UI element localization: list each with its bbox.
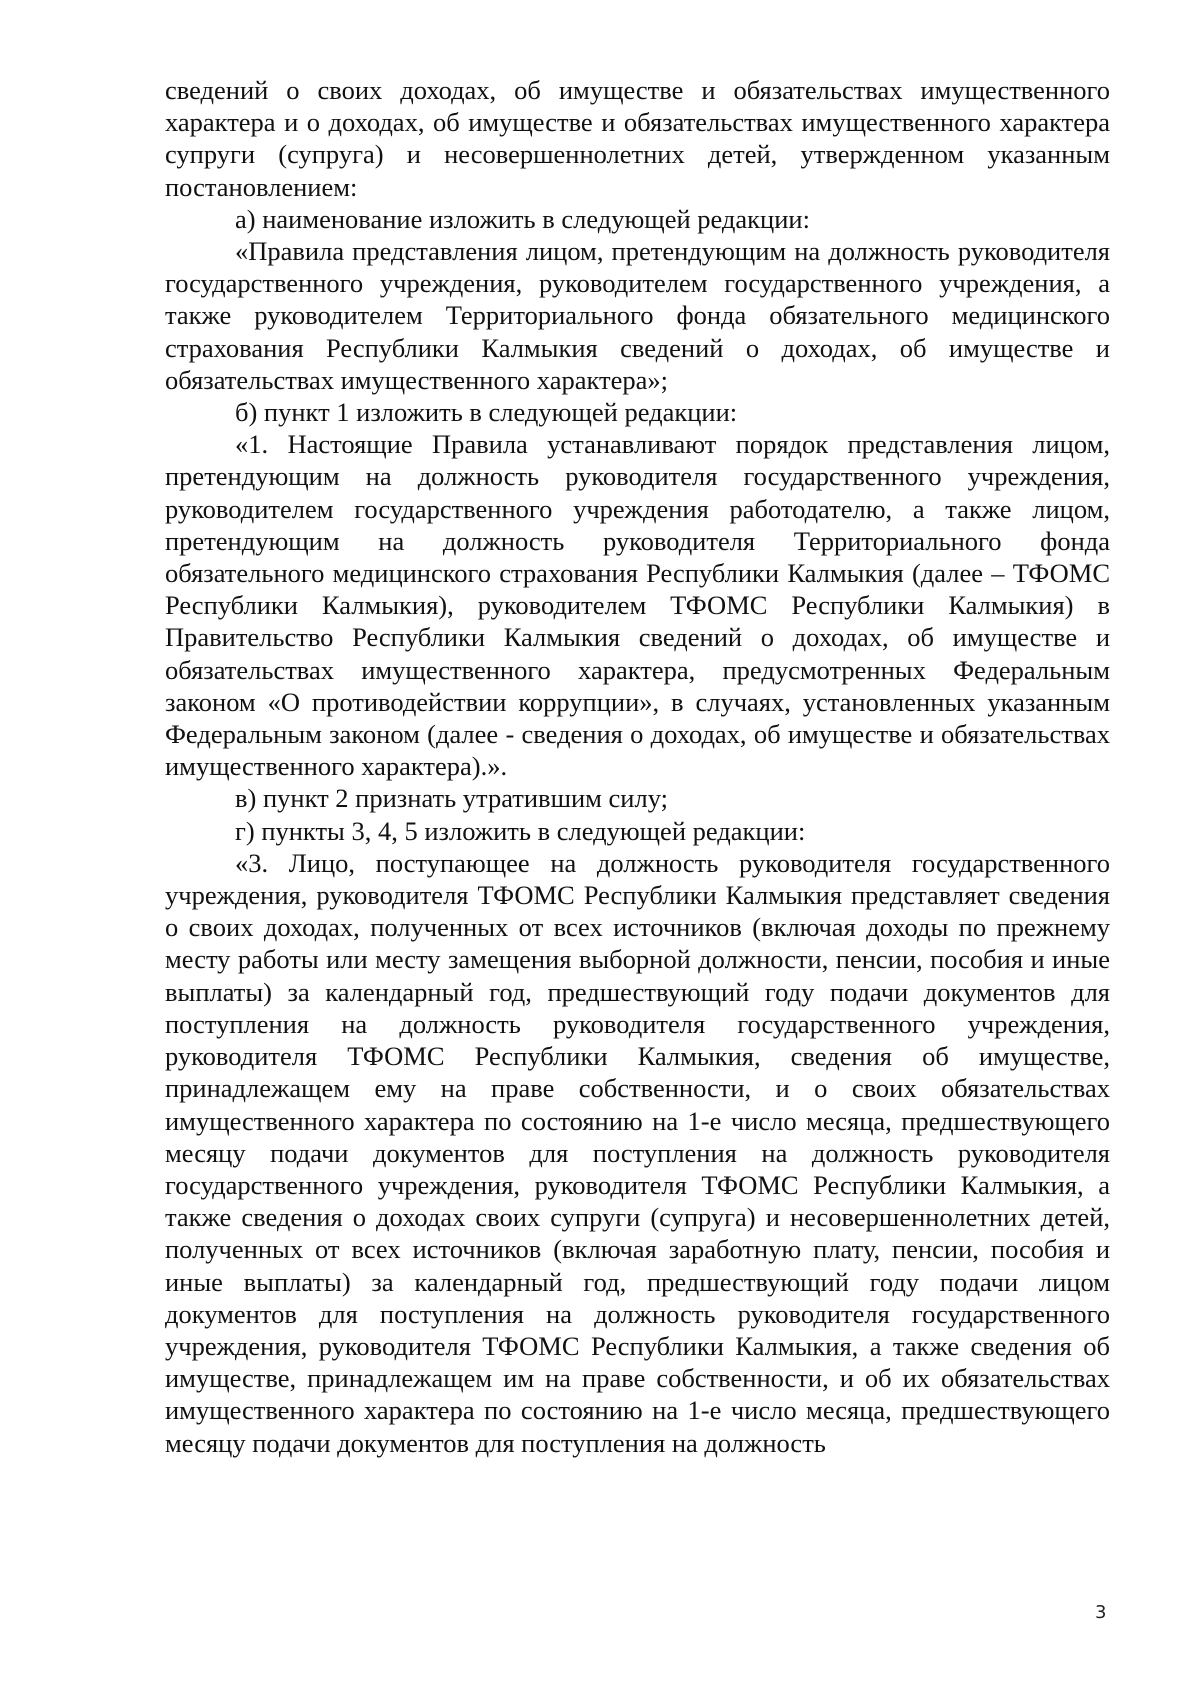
paragraph-item-b: б) пункт 1 изложить в следующей редакции: [235, 397, 738, 428]
paragraph-item-v: в) пункт 2 признать утратившим силу; [235, 783, 668, 814]
document-page [165, 74, 1110, 1459]
paragraph-item-a: а) наименование изложить в следующей редакции: [235, 203, 810, 234]
page-number: 3 [1095, 1602, 1107, 1623]
paragraph-continuation: сведений о своих доходах, об имуществе и обязательствах имущественного характера и о доходах, об имуществе и обязательствах имущественного характера супруги (супруга) и несовершеннолетних детей, утвержденном указанным постановлением: [165, 75, 1110, 202]
paragraph-item-g: г) пункты 3, 4, 5 изложить в следующей редакции: [235, 815, 806, 846]
paragraph-quote-title: «Правила представления лицом, претендующим на должность руководителя государственного учреждения, руководителем государственного учреждения, а также руководителем Территориального фонда обязательного медицинского страхования Республики Калмыкия сведений о доходах, об имуществе и обязательствах имущественного характера»; [165, 236, 1110, 395]
paragraph-quote-point-1: «1. Настоящие Правила устанавливают порядок представления лицом, претендующим на должность руководителя государственного учреждения, руководителем государственного учреждения работодателю, а также лицом, претендующим на должность руководителя Территориального фонда обязательного медицинского страхования Республики Калмыкия (далее – ТФОМС Республики Калмыкия), руководителем ТФОМС Республики Калмыкия) в Правительство Республики Калмыкия сведений о доходах, об имуществе и обязательствах имущественного характера, предусмотренных Федеральным законом «О противодействии коррупции», в случаях, установленных указанным Федеральным законом (далее - сведения о доходах, об имуществе и обязательствах имущественного характера).». [165, 429, 1110, 782]
paragraph-quote-point-3: «3. Лицо, поступающее на должность руководителя государственного учреждения, руководителя ТФОМС Республики Калмыкия представляет сведения о своих доходах, полученных от всех источников (включая доходы по прежнему месту работы или месту замещения выборной должности, пенсии, пособия и иные выплаты) за календарный год, предшествующий году подачи документов для поступления на должность руководителя государственного учреждения, руководителя ТФОМС Республики Калмыкия, сведения об имуществе, принадлежащем ему на праве собственности, и о своих обязательствах имущественного характера по состоянию на 1-е число месяца, предшествующего месяцу подачи документов для поступления на должность руководителя государственного учреждения, руководителя ТФОМС Республики Калмыкия, а также сведения о доходах своих супруги (супруга) и несовершеннолетних детей, полученных от всех источников (включая заработную плату, пенсии, пособия и иные выплаты) за календарный год, предшествующий году подачи лицом документов для поступления на должность руководителя государственного учреждения, руководителя ТФОМС Республики Калмыкия, а также сведения об имуществе, принадлежащем им на праве собственности, и об их обязательствах имущественного характера по состоянию на 1-е число месяца, предшествующего месяцу подачи документов для поступления на должность [165, 847, 1110, 1458]
